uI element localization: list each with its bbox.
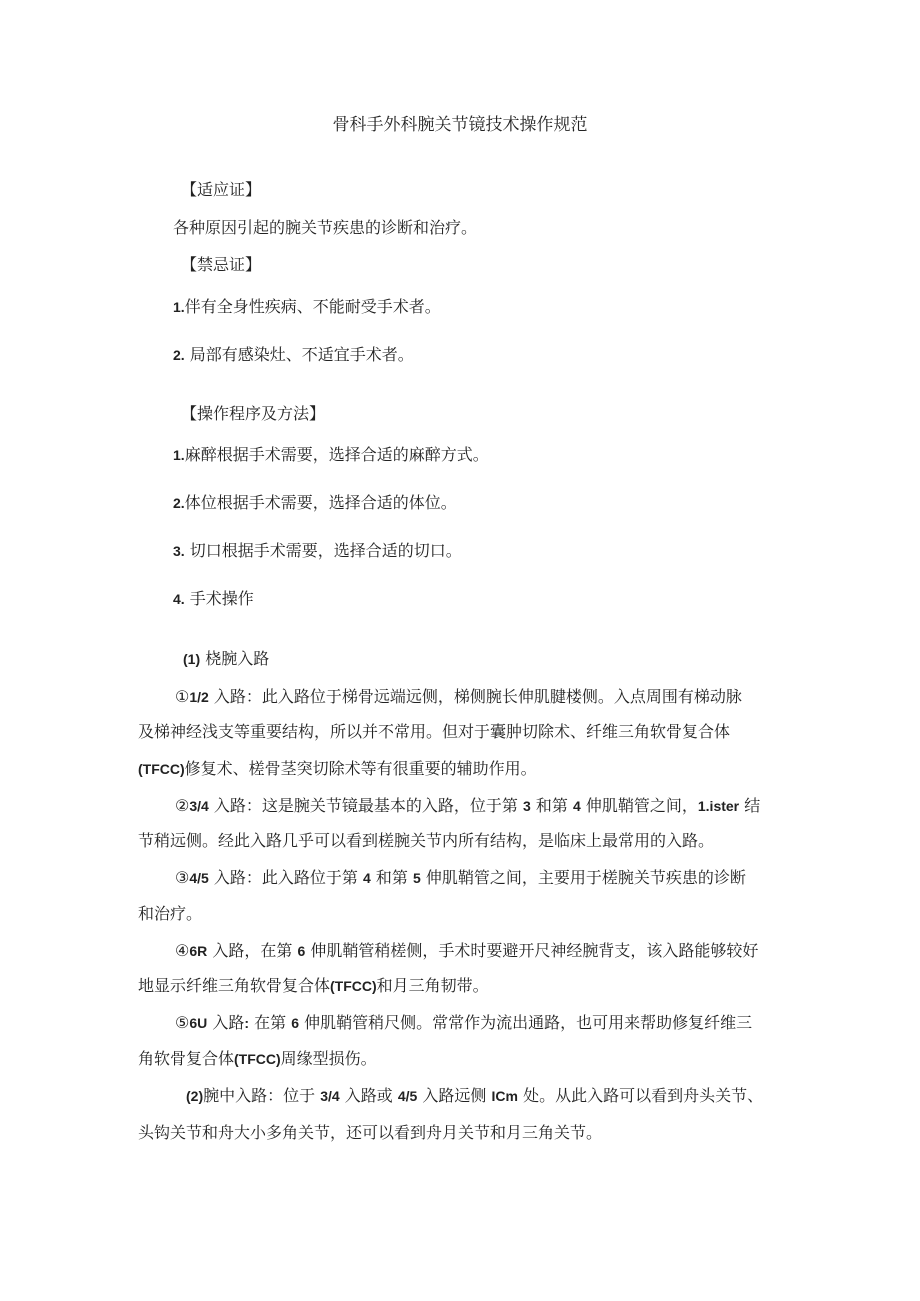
item-text: 麻醉根据手术需要，选择合适的麻醉方式。 xyxy=(184,445,489,464)
portal-1-2-line-1 xyxy=(175,687,742,707)
item-number: 1. xyxy=(173,299,185,315)
procedure-item xyxy=(173,541,462,561)
number: 6 xyxy=(291,1015,299,1031)
portal-code: 6U xyxy=(189,1015,208,1031)
text: 修复术、槎骨茎突切除术等有很重要的辅助作用。 xyxy=(184,759,537,778)
item-text: 切口根据手术需要，选择合适的切口。 xyxy=(184,541,462,560)
procedure-heading: 【操作程序及方法】 xyxy=(181,404,326,423)
text: 和月三角韧带。 xyxy=(376,976,489,995)
item-text: 手术操作 xyxy=(184,589,254,608)
subsection-text: 桡腕入路 xyxy=(200,649,270,668)
contraindication-item xyxy=(173,345,414,365)
indications-heading: 【适应证】 xyxy=(181,180,262,199)
tfcc-code: (TFCC) xyxy=(330,978,377,994)
contraindication-item xyxy=(173,297,441,317)
circled-number: ⑤ xyxy=(175,1013,190,1032)
portal-6u-line-1 xyxy=(175,1013,752,1033)
portal-4-5-line-2: 和治疗。 xyxy=(138,904,203,923)
text: 入路，在第 xyxy=(207,941,298,960)
text: 结 xyxy=(739,796,761,815)
colon: : xyxy=(244,1015,250,1031)
item-number: 3. xyxy=(173,543,185,559)
page-title: 骨科手外科腕关节镜技术操作规范 xyxy=(332,115,588,135)
portal-code: 3/4 xyxy=(320,1088,340,1104)
portal-code: 6R xyxy=(189,943,208,959)
text: 伸肌鞘管稍槎侧，手术时要避开尺神经腕背支，该入路能够较好 xyxy=(305,941,759,960)
text: 腕中入路：位于 xyxy=(203,1086,321,1105)
text: 入路：此入路位于梯骨远端远侧，梯侧腕长伸肌腱楼侧。入点周围有梯动脉 xyxy=(208,687,742,706)
text: 伸肌鞘管之间， xyxy=(580,796,698,815)
circled-number: ② xyxy=(175,796,190,815)
distance-value: ICm xyxy=(491,1088,518,1104)
item-number: 1. xyxy=(173,447,185,463)
midcarpal-line-1 xyxy=(186,1086,763,1106)
item-number: 4. xyxy=(173,591,185,607)
subsection-radiocarpal xyxy=(183,649,269,669)
portal-6r-line-2 xyxy=(138,976,489,996)
number: 5 xyxy=(412,870,421,886)
text: 处。从此入路可以看到舟头关节、 xyxy=(517,1086,764,1105)
text: 和第 xyxy=(530,796,573,815)
tfcc-code: (TFCC) xyxy=(234,1051,281,1067)
text: 角软骨复合体 xyxy=(138,1049,235,1068)
text: 入路或 xyxy=(339,1086,398,1105)
circled-number: ① xyxy=(175,687,190,706)
procedure-item xyxy=(173,589,254,609)
text: 入路远侧 xyxy=(417,1086,492,1105)
subsection-number: (2) xyxy=(186,1088,204,1104)
text: 入路：这是腕关节镜最基本的入路，位于第 xyxy=(208,796,523,815)
number: 4 xyxy=(363,870,371,886)
item-number: 2. xyxy=(173,495,185,511)
portal-code: 3/4 xyxy=(189,798,209,814)
contraindications-heading: 【禁忌证】 xyxy=(181,255,262,274)
text: 地显示纤维三角软骨复合体 xyxy=(138,976,331,995)
portal-3-4-line-2: 节稍远侧。经此入路几乎可以看到槎腕关节内所有结构，是临床上最常用的入路。 xyxy=(138,831,715,850)
tfcc-code: (TFCC) xyxy=(138,761,185,777)
number: 6 xyxy=(297,943,306,959)
text: 周缘型损伤。 xyxy=(280,1049,377,1068)
lister-term: 1.ister xyxy=(697,798,740,814)
circled-number: ④ xyxy=(175,941,190,960)
number: 4 xyxy=(572,798,581,814)
item-text: 体位根据手术需要，选择合适的体位。 xyxy=(184,493,457,512)
procedure-item xyxy=(173,493,457,513)
portal-code: 4/5 xyxy=(397,1088,418,1104)
portal-6u-line-2 xyxy=(138,1049,377,1069)
portal-3-4-line-1 xyxy=(175,796,760,816)
text: 入路 xyxy=(207,1013,245,1032)
text: 在第 xyxy=(249,1013,292,1032)
indications-text: 各种原因引起的腕关节疾患的诊断和治疗。 xyxy=(173,218,478,237)
text: 和第 xyxy=(370,868,413,887)
portal-4-5-line-1 xyxy=(175,868,746,888)
portal-6r-line-1 xyxy=(175,941,758,961)
text: 入路：此入路位于第 xyxy=(208,868,363,887)
portal-1-2-line-2: 及梯神经浅支等重要结构，所以并不常用。但对于囊肿切除术、纤维三角软骨复合体 xyxy=(138,722,731,741)
portal-code: 1/2 xyxy=(189,689,209,705)
number: 3 xyxy=(523,798,531,814)
midcarpal-line-2: 头钩关节和舟大小多角关节，还可以看到舟月关节和月三角关节。 xyxy=(138,1123,603,1142)
circled-number: ③ xyxy=(175,868,190,887)
text: 伸肌鞘管稍尺侧。常常作为流出通路，也可用来帮助修复纤维三 xyxy=(299,1013,753,1032)
portal-1-2-line-3 xyxy=(138,759,537,779)
procedure-item xyxy=(173,445,489,465)
item-text: 伴有全身性疾病、不能耐受手术者。 xyxy=(184,297,441,316)
item-text: 局部有感染灶、不适宜手术者。 xyxy=(184,345,414,364)
item-number: 2. xyxy=(173,347,185,363)
text: 伸肌鞘管之间，主要用于槎腕关节疾患的诊断 xyxy=(420,868,746,887)
subsection-number: (1) xyxy=(183,651,201,667)
portal-code: 4/5 xyxy=(189,870,209,886)
